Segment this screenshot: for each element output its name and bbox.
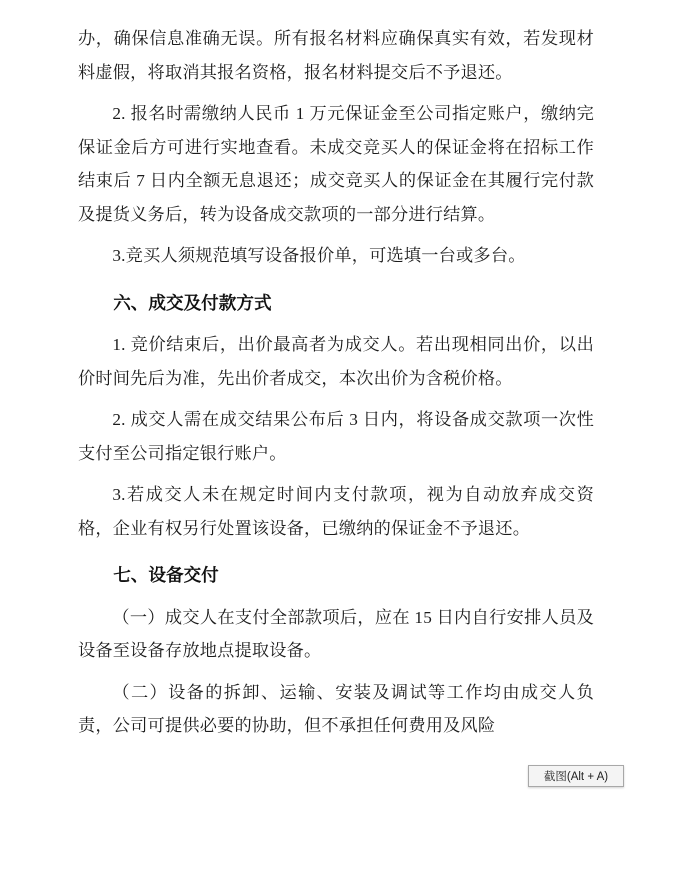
paragraph: 办，确保信息准确无误。所有报名材料应确保真实有效，若发现材料虚假，将取消其报名资格，报名材料提交后不予退还。 — [78, 29, 594, 82]
paragraph-spacer — [78, 395, 594, 403]
section-heading: 六、成交及付款方式 — [113, 292, 272, 313]
paragraph: （二）设备的拆卸、运输、安装及调试等工作均由成交人负责，公司可提供必要的协助，但不承担任何费用及风险 — [78, 682, 594, 735]
paragraph: （一）成交人在支付全部款项后，应在 15 日内自行安排人员及设备至设备存放地点提取设备。 — [78, 607, 594, 660]
document-body — [78, 22, 594, 743]
paragraph: 3.若成交人未在规定时间内支付款项，视为自动放弃成交资格，企业有权另行处置该设备，已缴纳的保证金不予退还。 — [78, 485, 594, 538]
paragraph-spacer — [78, 231, 594, 239]
section-spacer — [78, 545, 594, 559]
paragraph-spacer — [78, 89, 594, 97]
section-spacer — [78, 273, 594, 287]
paragraph: 1. 竞价结束后，出价最高者为成交人。若出现相同出价，以出价时间先后为准，先出价者成交，本次出价为含税价格。 — [78, 335, 594, 388]
screenshot-tooltip: 截图(Alt + A) — [528, 765, 624, 787]
paragraph-spacer — [78, 320, 594, 328]
paragraph-spacer — [78, 470, 594, 478]
paragraph: 2. 成交人需在成交结果公布后 3 日内，将设备成交款项一次性支付至公司指定银行账户。 — [78, 410, 594, 463]
section-heading: 七、设备交付 — [113, 565, 219, 585]
paragraph-spacer — [78, 593, 594, 601]
paragraph: 2. 报名时需缴纳人民币 1 万元保证金至公司指定账户，缴纳完保证金后方可进行实地查看。未成交竞买人的保证金将在招标工作结束后 7 日内全额无息退还；成交竞买人的保证金在其履行完付款及提货义务后，转为设备成交款项的一部分进行结算。 — [78, 104, 594, 224]
paragraph-spacer — [78, 668, 594, 676]
paragraph: 3.竞买人须规范填写设备报价单，可选填一台或多台。 — [112, 246, 526, 265]
